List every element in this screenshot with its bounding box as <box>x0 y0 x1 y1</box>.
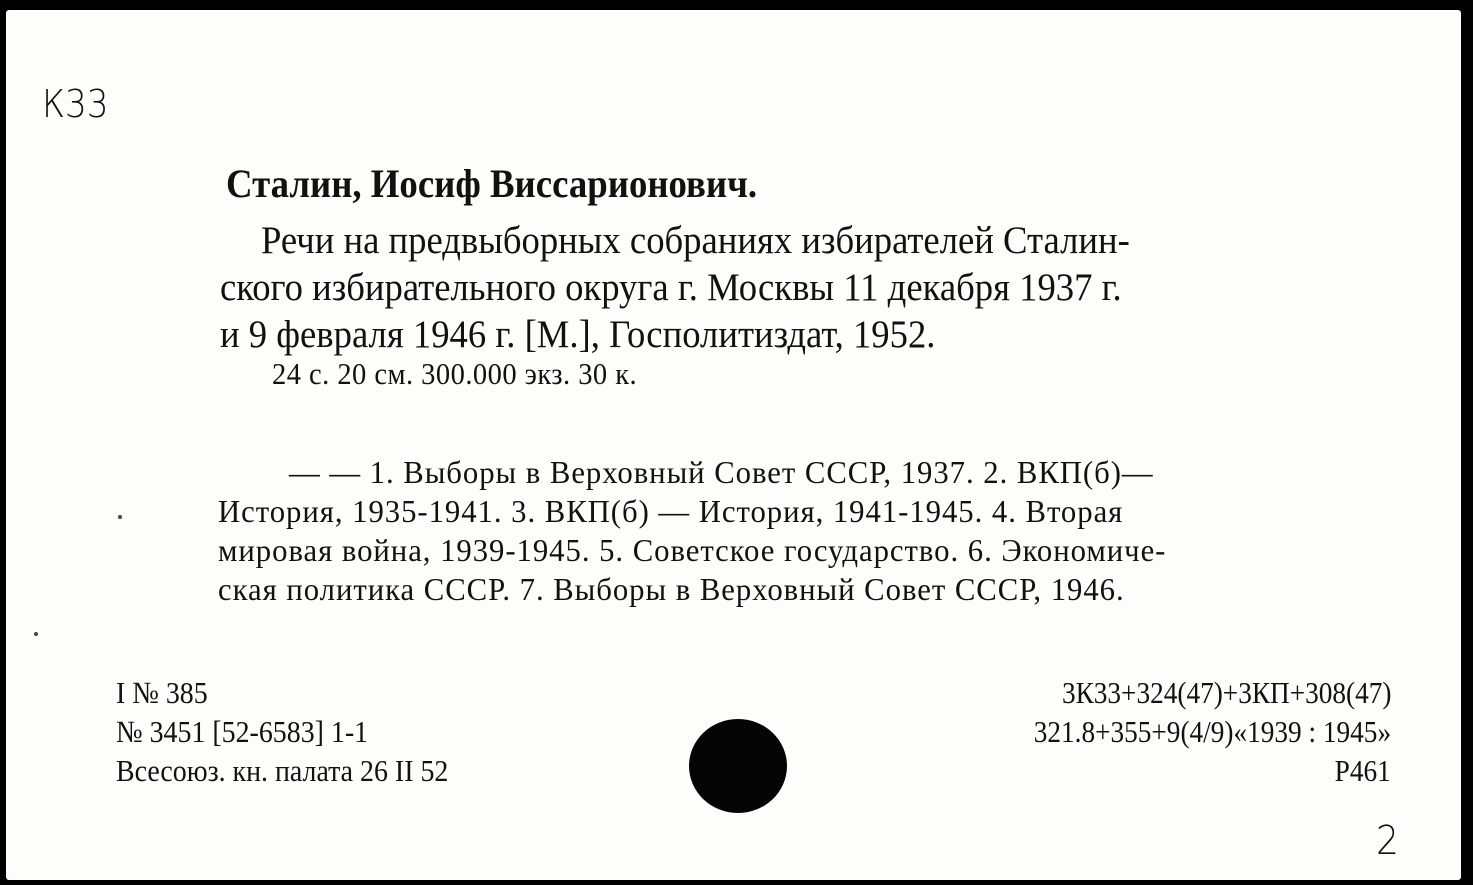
title-line: Речи на предвыборных собраниях избирателей Сталин- <box>261 219 1130 262</box>
subject-line: — — 1. Выборы в Верховный Совет СССР, 1937. 2. ВКП(б)— <box>289 454 1154 490</box>
footer-left-line: № 3451 [52-6583] 1-1 <box>116 714 369 749</box>
subject-line: История, 1935-1941. 3. ВКП(б) — История, 1941-1945. 4. Вторая <box>218 493 1124 529</box>
footer-left-line: Всесоюз. кн. палата 26 II 52 <box>116 753 449 788</box>
speck <box>34 632 38 636</box>
title-line: ского избирательного округа г. Москвы 11 декабря 1937 г. <box>220 266 1122 309</box>
imprint-line: и 9 февраля 1946 г. [М.], Госполитиздат, 1952. <box>220 313 936 356</box>
punch-hole <box>689 719 787 813</box>
speck <box>118 515 122 519</box>
call-number-handwritten: К33 <box>42 82 109 126</box>
physical-description: 24 с. 20 см. 300.000 экз. 30 к. <box>272 356 638 391</box>
author-heading: Сталин, Иосиф Виссарионович. <box>226 161 758 206</box>
catalog-card <box>6 10 1461 880</box>
subject-line: мировая война, 1939-1945. 5. Советское государство. 6. Экономиче- <box>218 532 1167 568</box>
subject-line: ская политика СССР. 7. Выборы в Верховный Совет СССР, 1946. <box>218 571 1125 607</box>
footer-left-line: I № 385 <box>116 675 208 710</box>
classification-line: Р461 <box>1334 753 1391 788</box>
classification-line: 3К33+324(47)+3КП+308(47) <box>1061 675 1391 710</box>
classification-line: 321.8+355+9(4/9)«1939 : 1945» <box>1033 714 1391 749</box>
corner-handwritten-mark: 2 <box>1376 818 1399 864</box>
